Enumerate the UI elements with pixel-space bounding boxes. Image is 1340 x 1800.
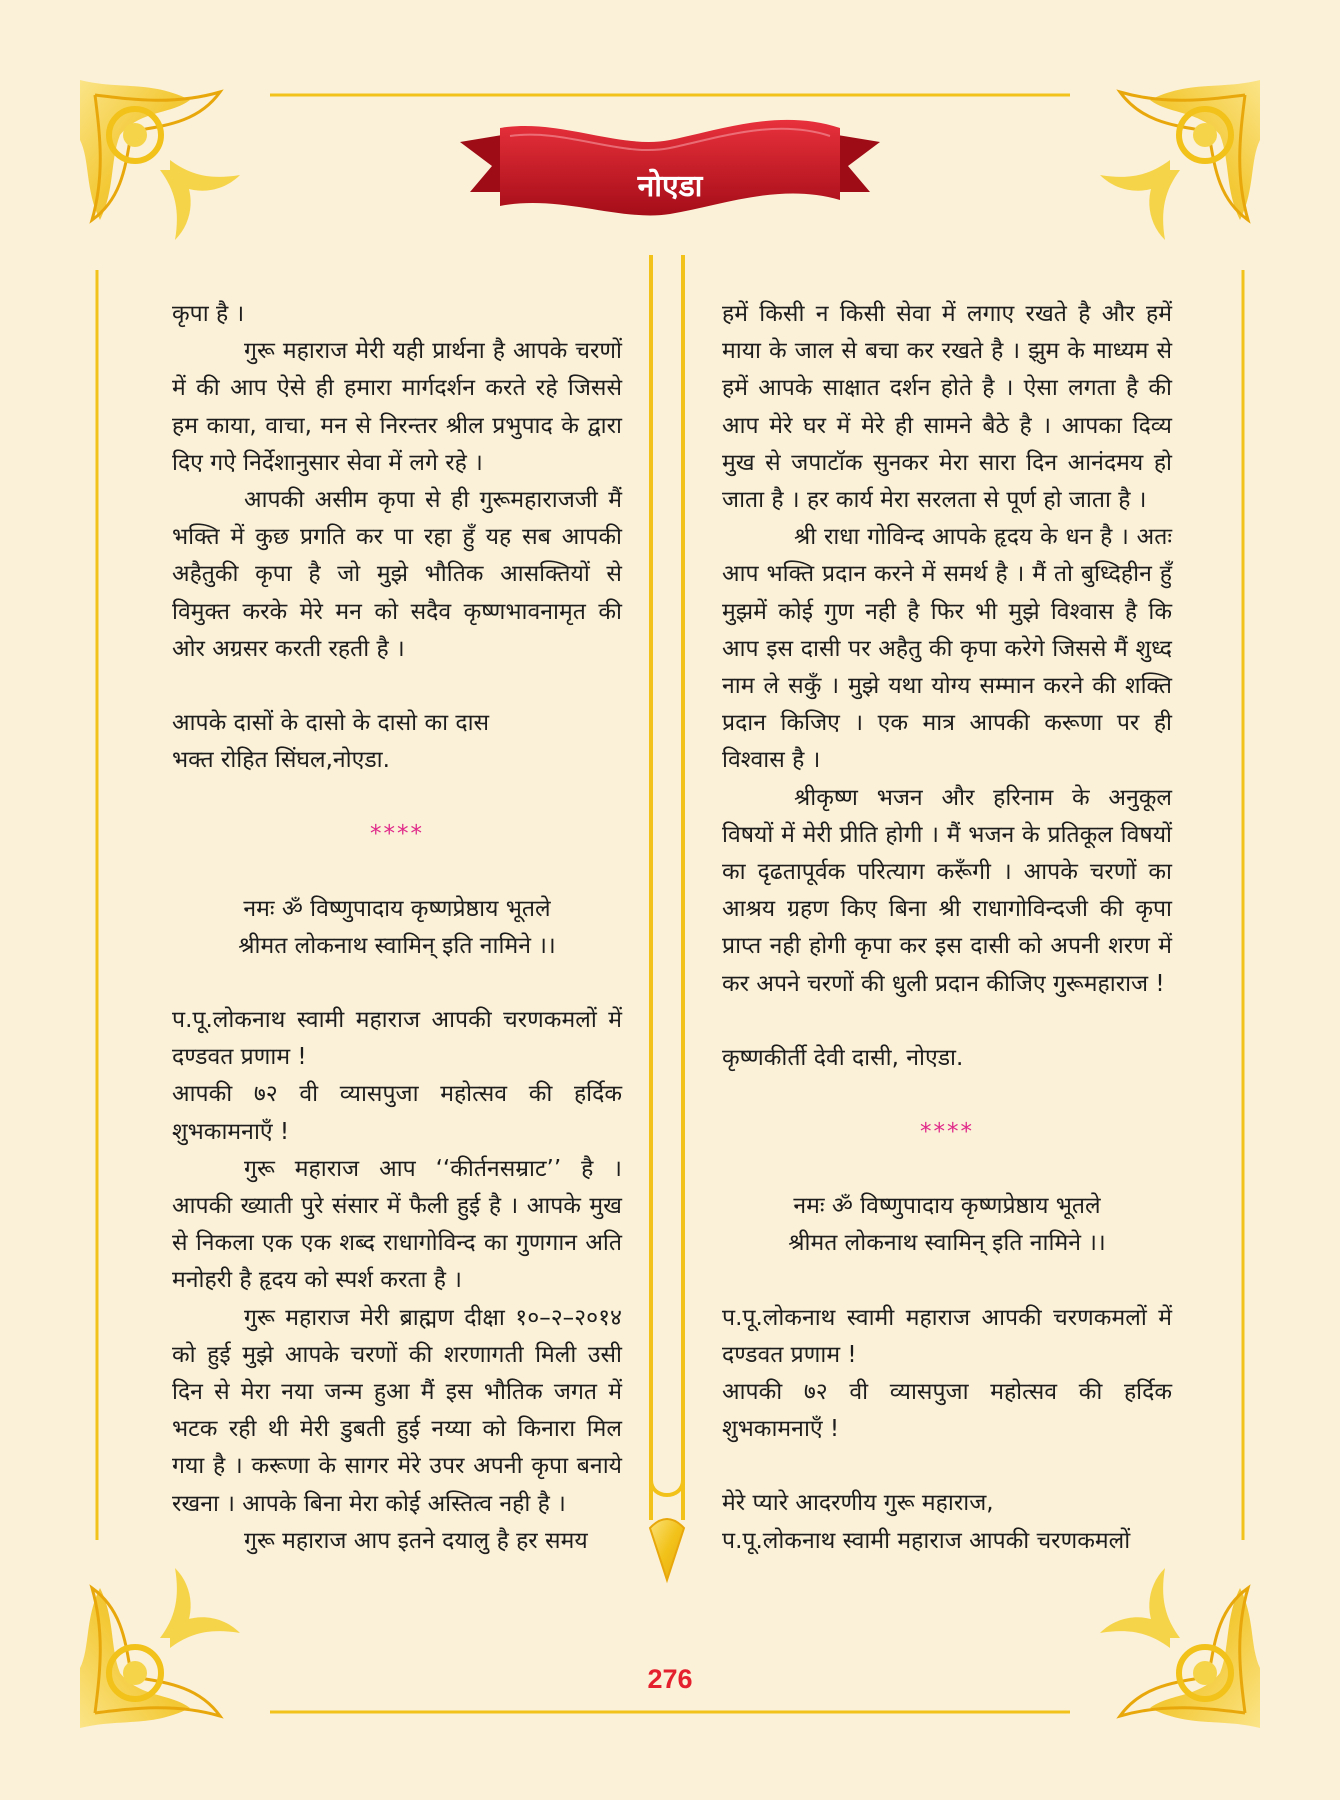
left-paragraph-6: गुरू महाराज आप ‘‘कीर्तनसम्राट’’ है । आपकी ख्याती पुरे संसार में फैली हुई है । आपके मुख से निकला एक एक शब्द राधागोविन्द का गुणगान अति मनोहरी है हृदय को स्पर्श करता है । [172,1155,622,1294]
center-divider [650,255,684,1580]
corner-ornament-bottom-left [80,1568,240,1728]
left-paragraph-8: गुरू महाराज आप इतने दयालु है हर समय [244,1527,588,1554]
left-signature-line-1: आपके दासों के दासो के दासो का दास [172,710,490,737]
corner-ornament-bottom-right [1100,1568,1260,1728]
left-paragraph-3: आपकी असीम कृपा से ही गुरूमहाराजजी मैं भक्ति में कुछ प्रगति कर पा रहा हुँ यह सब आपकी अहैतुकी कृपा है जो मुझे भौतिक आसक्तियों से विमुक्त करके मेरे मन को सदैव कृष्णभावनामृत की ओर अग्रसर करती रहती है । [172,487,622,662]
page-number: 276 [647,1664,693,1694]
right-column [722,296,1172,1560]
right-paragraph-2: श्री राधा गोविन्द आपके हृदय के धन है । अतः आप भक्ति प्रदान करने में समर्थ है । मैं तो बुध्दिहीन हुँ मुझमें कोई गुण नही है फिर भी मुझे विश्वास है कि आप इस दासी पर अहैतु की कृपा करेगे जिससे मैं शुध्द नाम ले सकुँ । मुझे यथा योग्य सम्मान करने की शक्ति प्रदान किजिए । एक मात्र आपकी करूणा पर ही विश्वास है । [722,524,1172,774]
corner-ornament-top-left [80,80,240,240]
left-mantra-line-2: श्रीमत लोकनाथ स्वामिन् इति नामिने ।। [238,932,556,959]
left-stars-separator: **** [370,821,424,848]
left-paragraph-7: गुरू महाराज मेरी ब्राह्मण दीक्षा १०–२–२०१४ को हुई मुझे आपके चरणों की शरणागती मिली उसी दिन से मेरा नया जन्म हुआ मैं इस भौतिक जगत में भटक रही थी मेरी डुबती हुई नय्या को किनारा मिल गया है । करूणा के सागर मेरे उपर अपनी कृपा बनाये रखना । आपके बिना मेरा कोई अस्तित्व नही है । [172,1304,622,1517]
right-stars-separator: **** [920,1119,974,1146]
left-paragraph-4: प.पू.लोकनाथ स्वामी महाराज आपकी चरणकमलों में दण्डवत प्रणाम ! [172,1007,622,1071]
left-mantra-line-1: नमः ॐ विष्णुपादाय कृष्णप्रेष्ठाय भूतले [243,895,551,922]
right-paragraph-7: प.पू.लोकनाथ स्वामी महाराज आपकी चरणकमलों [722,1527,1131,1554]
left-paragraph-5: आपकी ७२ वी व्यासपुजा महोत्सव की हर्दिक शुभकामनाएँ ! [172,1081,622,1145]
right-paragraph-3: श्रीकृष्ण भजन और हरिनाम के अनुकूल विषयों में मेरी प्रीति होगी । मैं भजन के प्रतिकूल विषयों का दृढतापूर्वक परित्याग करूँगी । आपके चरणों का आश्रय ग्रहण किए बिना श्री राधागोविन्दजी की कृपा प्राप्त नही होगी कृपा कर इस दासी को अपनी शरण में कर अपने चरणों की धुली प्रदान कीजिए गुरूमहाराज ! [722,784,1172,997]
corner-ornament-top-right [1100,80,1260,240]
right-mantra-line-2: श्रीमत लोकनाथ स्वामिन् इति नामिने ।। [788,1230,1106,1257]
left-column [172,296,622,1560]
left-signature-line-2: भक्त रोहित सिंघल,नोएडा. [172,747,390,774]
right-paragraph-1: हमें किसी न किसी सेवा में लगाए रखते है और हमें माया के जाल से बचा कर रखते है । झुम के माध्यम से हमें आपके साक्षात दर्शन होते है । ऐसा लगता है की आप मेरे घर में मेरे ही सामने बैठे है । आपका दिव्य मुख से जपाटॉक सुनकर मेरा सारा दिन आनंदमय हो जाता है । हर कार्य मेरा सरलता से पूर्ण हो जाता है । [722,301,1172,514]
left-paragraph-1: कृपा है । [172,301,245,327]
right-paragraph-4: प.पू.लोकनाथ स्वामी महाराज आपकी चरणकमलों में दण्डवत प्रणाम ! [722,1304,1172,1368]
page-title: नोएडा [637,169,703,204]
right-mantra-line-1: नमः ॐ विष्णुपादाय कृष्णप्रेष्ठाय भूतले [793,1193,1101,1220]
left-paragraph-2: गुरू महाराज मेरी यही प्रार्थना है आपके चरणों में की आप ऐसे ही हमारा मार्गदर्शन करते रहे जिससे हम काया, वाचा, मन से निरन्तर श्रील प्रभुपाद के द्वारा दिए गऐ निर्देशानुसार सेवा में लगे रहे । [172,338,622,476]
right-signature: कृष्णकीर्ती देवी दासी, नोएडा. [722,1044,964,1071]
right-paragraph-5: आपकी ७२ वी व्यासपुजा महोत्सव की हर्दिक शुभकामनाएँ ! [722,1379,1172,1443]
right-paragraph-6: मेरे प्यारे आदरणीय गुरू महाराज, [722,1490,994,1517]
